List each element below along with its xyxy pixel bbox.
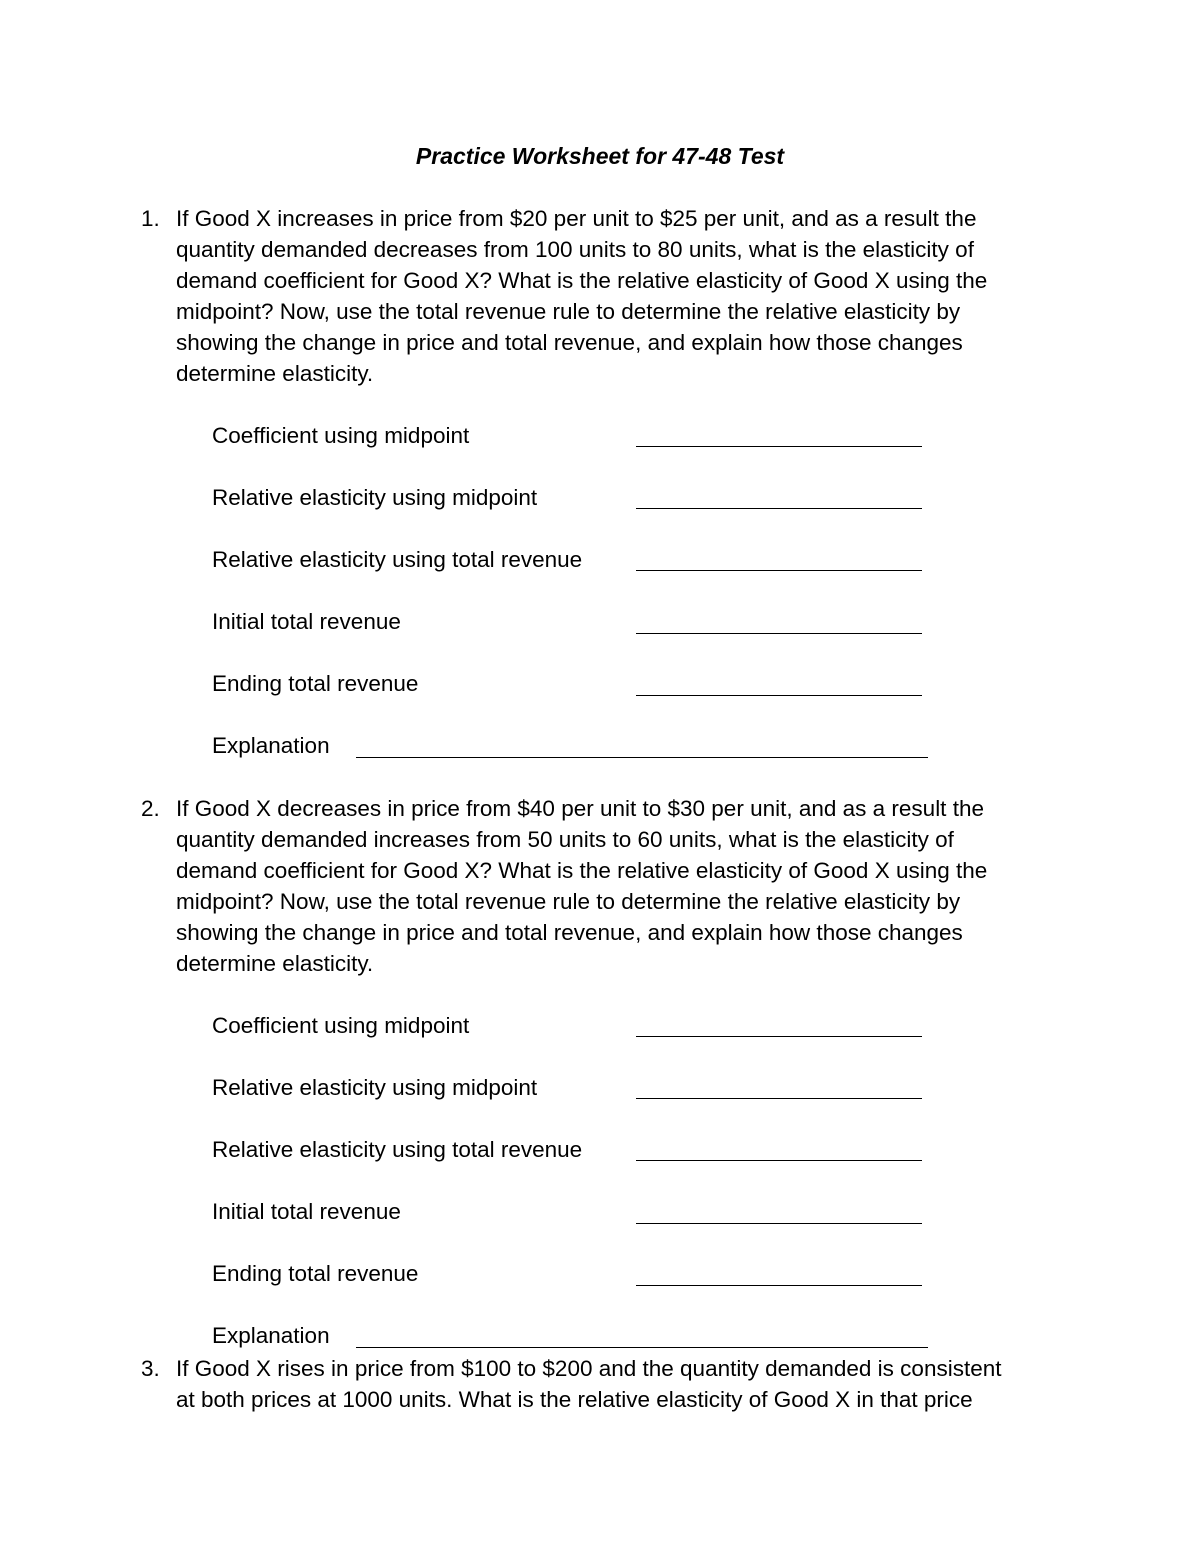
- q1-relative-elasticity-total-revenue-answer-line[interactable]: [636, 570, 922, 571]
- q1-relative-elasticity-total-revenue-label: Relative elasticity using total revenue: [212, 547, 583, 572]
- q2-relative-elasticity-midpoint-label: Relative elasticity using midpoint: [212, 1075, 538, 1100]
- q1-ending-total-revenue-answer-line[interactable]: [636, 695, 922, 696]
- q1-relative-elasticity-midpoint-label: Relative elasticity using midpoint: [212, 485, 538, 510]
- q1-initial-total-revenue-answer-line[interactable]: [636, 633, 922, 634]
- q1-coefficient-midpoint-label: Coefficient using midpoint: [212, 423, 470, 448]
- q2-initial-total-revenue-label: Initial total revenue: [212, 1199, 401, 1224]
- q1-relative-elasticity-midpoint-answer-line[interactable]: [636, 508, 922, 509]
- q1-explanation-answer-line[interactable]: [356, 757, 928, 758]
- question-2-number: 2.: [141, 796, 160, 821]
- question-2-text: If Good X decreases in price from $40 per unit to $30 per unit, and as a result the quantity demanded increases from 50 units to 60 units, what is the elasticity of demand coefficient for Good X? What is the relative elasticity of Good X using the midpoint? Now, use the total revenue rule to determine the relative elasticity by showing the change in price and total revenue, and explain how those changes determine elasticity.: [176, 796, 988, 977]
- q2-relative-elasticity-total-revenue-answer-line[interactable]: [636, 1160, 922, 1161]
- q2-relative-elasticity-total-revenue-label: Relative elasticity using total revenue: [212, 1137, 583, 1162]
- q1-explanation-label: Explanation: [212, 733, 330, 758]
- q1-initial-total-revenue-label: Initial total revenue: [212, 609, 401, 634]
- q2-coefficient-midpoint-label: Coefficient using midpoint: [212, 1013, 470, 1038]
- q2-coefficient-midpoint-answer-line[interactable]: [636, 1036, 922, 1037]
- q1-ending-total-revenue-label: Ending total revenue: [212, 671, 419, 696]
- q2-explanation-label: Explanation: [212, 1323, 330, 1348]
- q2-relative-elasticity-midpoint-answer-line[interactable]: [636, 1098, 922, 1099]
- q2-explanation-answer-line[interactable]: [356, 1347, 928, 1348]
- q1-coefficient-midpoint-answer-line[interactable]: [636, 446, 922, 447]
- question-3-number: 3.: [141, 1356, 160, 1381]
- page-title: Practice Worksheet for 47-48 Test: [415, 143, 785, 169]
- question-1-text: If Good X increases in price from $20 per unit to $25 per unit, and as a result the quantity demanded decreases from 100 units to 80 units, what is the elasticity of demand coefficient for Good X? What is the relative elasticity of Good X using the midpoint? Now, use the total revenue rule to determine the relative elasticity by showing the change in price and total revenue, and explain how those changes determine elasticity.: [176, 206, 988, 387]
- q2-ending-total-revenue-label: Ending total revenue: [212, 1261, 419, 1286]
- question-3-text: If Good X rises in price from $100 to $200 and the quantity demanded is consistent at both prices at 1000 units. What is the relative elasticity of Good X in that price: [176, 1356, 1002, 1413]
- q2-ending-total-revenue-answer-line[interactable]: [636, 1285, 922, 1286]
- q2-initial-total-revenue-answer-line[interactable]: [636, 1223, 922, 1224]
- question-1-number: 1.: [141, 206, 160, 231]
